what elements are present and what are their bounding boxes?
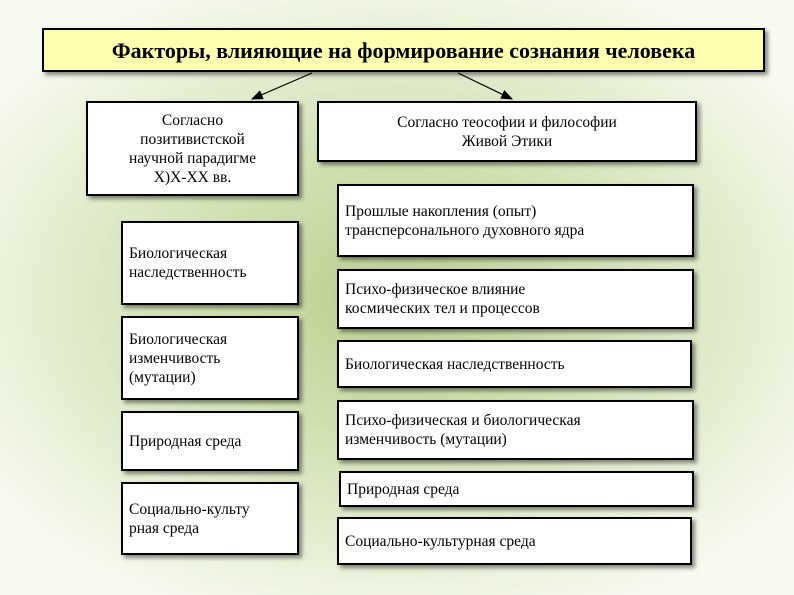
- right-item-cosmic-influence: Психо-физическое влияние космических тел и процессов: [337, 269, 694, 329]
- right-item-biological-heredity: Биологическая наследственность: [337, 340, 692, 388]
- arrow-to-right-header: [458, 73, 512, 99]
- left-item-sociocultural-environment: Социально-культу рная среда: [121, 482, 299, 555]
- arrow-to-left-header: [252, 73, 312, 99]
- left-column-header: Согласно позитивистской научной парадигме X)X-XX вв.: [86, 101, 299, 196]
- left-item-biological-heredity: Биологическая наследственность: [121, 221, 299, 305]
- right-item-sociocultural-environment: Социально-культурная среда: [337, 517, 692, 565]
- right-column-header: Согласно теософии и философии Живой Этики: [317, 101, 697, 162]
- right-item-past-accumulations: Прошлые накопления (опыт) трансперсонального духовного ядра: [337, 184, 694, 257]
- right-item-natural-environment: Природная среда: [339, 471, 694, 507]
- left-item-natural-environment: Природная среда: [121, 411, 299, 471]
- left-item-biological-variability: Биологическая изменчивость (мутации): [121, 316, 299, 400]
- right-item-variability: Психо-физическая и биологическая изменчивость (мутации): [337, 400, 694, 460]
- diagram-title: Факторы, влияющие на формирование сознания человека: [42, 28, 765, 72]
